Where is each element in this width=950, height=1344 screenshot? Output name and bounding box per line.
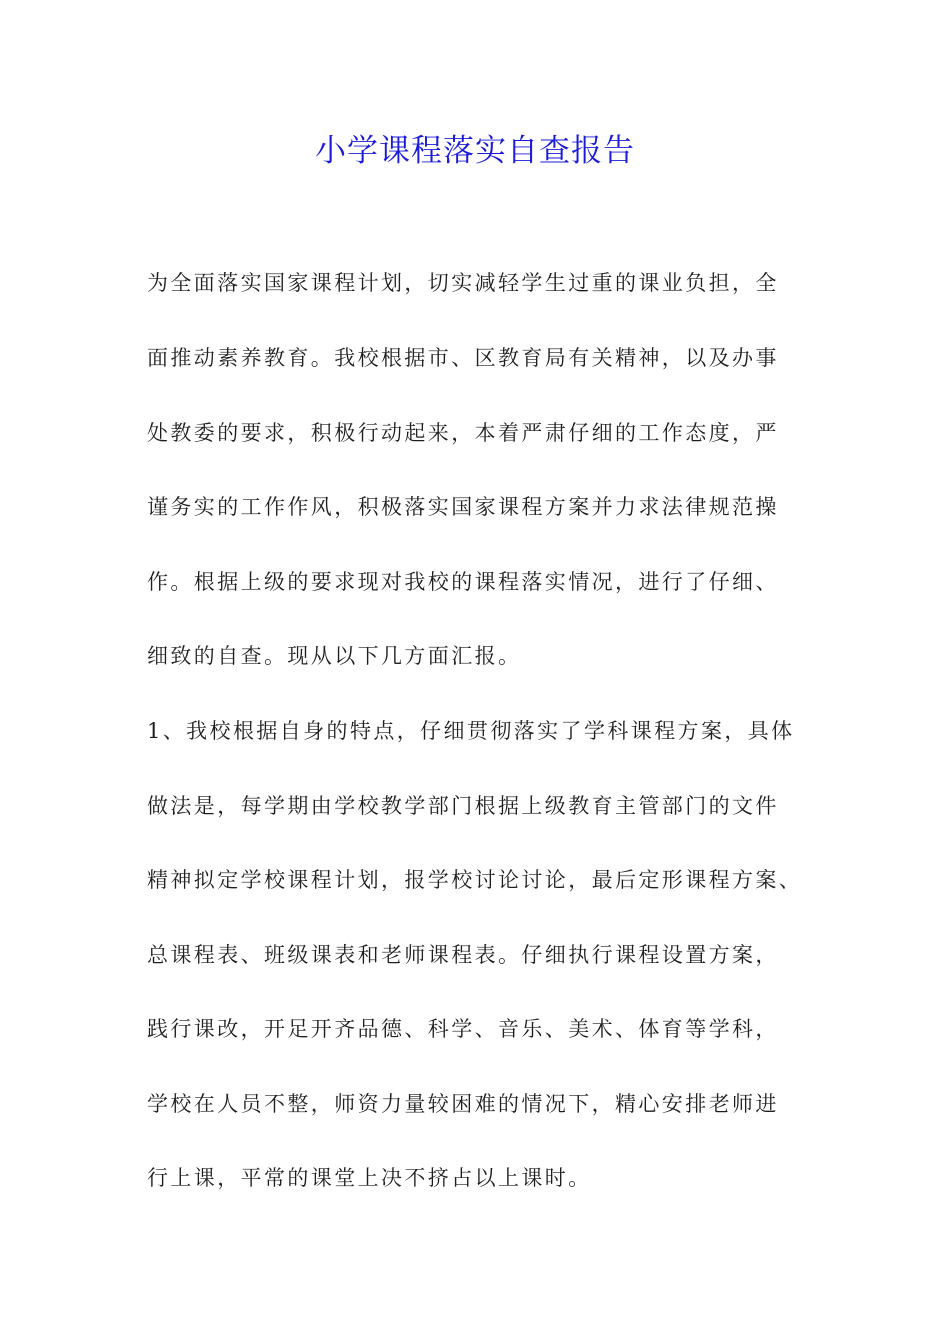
paragraph-line: 细致的自查。现从以下几方面汇报。: [147, 644, 522, 668]
paragraph-line: 学校在人员不整，师资力量较困难的情况下，精心安排老师进: [147, 1092, 779, 1116]
paragraph-line: 践行课改，开足开齐品德、科学、音乐、美术、体育等学科，: [147, 1017, 779, 1041]
paragraph-line: 1、我校根据自身的特点，仔细贯彻落实了学科课程方案，具体: [147, 719, 795, 743]
paragraph-line: 为全面落实国家课程计划，切实减轻学生过重的课业负担，全: [147, 271, 779, 295]
paragraph-line: 作。根据上级的要求现对我校的课程落实情况，进行了仔细、: [147, 570, 779, 594]
paragraph-line: 总课程表、班级课表和老师课程表。仔细执行课程设置方案，: [147, 943, 779, 967]
paragraph-line: 谨务实的工作作风，积极落实国家课程方案并力求法律规范操: [147, 495, 779, 519]
paragraph-line: 精神拟定学校课程计划，报学校讨论讨论，最后定形课程方案、: [147, 868, 803, 892]
paragraph-line: 面推动素养教育。我校根据市、区教育局有关精神，以及办事: [147, 346, 779, 370]
paragraph-line: 行上课，平常的课堂上决不挤占以上课时。: [147, 1166, 592, 1190]
document-title: 小学课程落实自查报告: [315, 133, 635, 169]
paragraph-line: 做法是，每学期由学校教学部门根据上级教育主管部门的文件: [147, 794, 779, 818]
paragraph-line: 处教委的要求，积极行动起来，本着严肃仔细的工作态度，严: [147, 421, 779, 445]
